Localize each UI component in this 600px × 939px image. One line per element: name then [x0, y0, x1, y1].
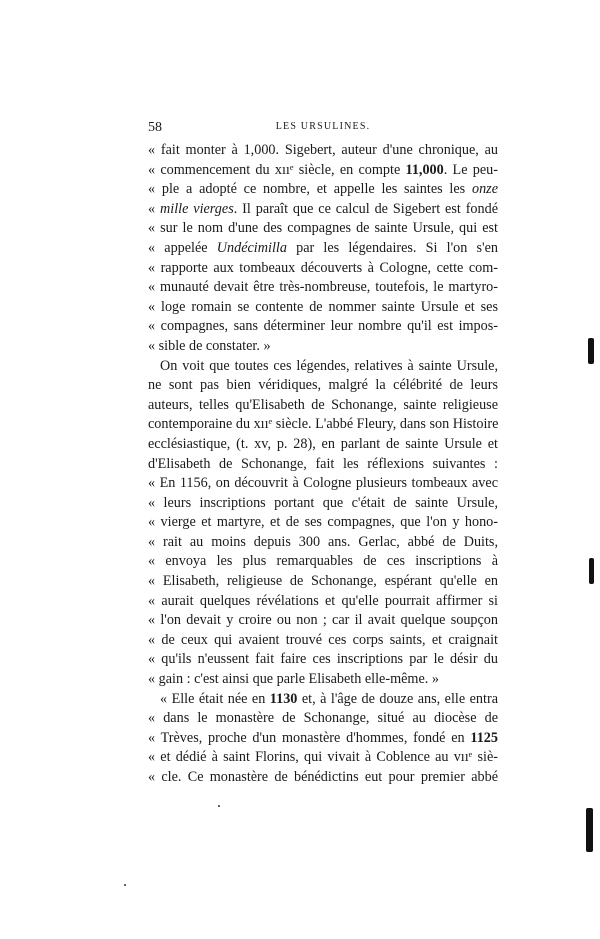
text-line	[148, 552, 498, 572]
text-line	[148, 474, 498, 494]
text-run: « commencement du xııᵉ siècle, en compte	[148, 161, 406, 178]
text-run: . Le peu-	[443, 161, 498, 178]
text-line	[148, 396, 498, 416]
text-line	[148, 239, 498, 259]
text-line	[148, 690, 498, 710]
text-line	[148, 670, 498, 690]
text-run: « sur le nom d'une des compagnes de sainte Ursule, qui est	[148, 220, 498, 237]
text-line	[148, 317, 498, 337]
italic-run: Undécimilla	[216, 239, 287, 256]
text-run: « qu'ils n'eussent fait faire ces inscriptions par le désir du	[148, 651, 498, 668]
text-run: d'Elisabeth de Schonange, fait les réflexions suivantes :	[148, 455, 498, 472]
text-run: « rait au moins depuis 300 ans. Gerlac, abbé de Duits,	[148, 533, 498, 550]
text-run: ecclésiastique, (t. xv, p. 28), en parlant de sainte Ursule et	[148, 435, 498, 452]
text-run: On voit que toutes ces légendes, relatives à sainte Ursule,	[160, 357, 498, 374]
margin-mark	[586, 808, 593, 852]
text-run: « loge romain se contente de nommer sainte Ursule et ses	[148, 298, 498, 315]
text-line	[148, 533, 498, 553]
margin-mark	[588, 338, 594, 364]
text-run: « Trèves, proche d'un monastère d'hommes, fondé en	[148, 729, 471, 746]
text-run: contemporaine du xııᵉ siècle. L'abbé Fleury, dans son Histoire	[148, 416, 499, 433]
text-run: « et dédié à saint Florins, qui vivait à Coblence au vııᵉ siè-	[148, 749, 498, 766]
italic-run: onze	[471, 181, 498, 198]
margin-mark	[589, 558, 594, 584]
text-line	[148, 337, 498, 357]
page-number: 58	[148, 120, 162, 135]
body-text	[148, 141, 498, 788]
text-run: «	[148, 200, 160, 217]
text-line	[148, 748, 498, 768]
text-run: « l'on devait y croire ou non ; car il avait quelque soupçon	[148, 612, 498, 629]
text-line	[148, 435, 498, 455]
text-run: « aurait quelques révélations et qu'elle pourrait affirmer si	[148, 592, 498, 609]
text-line	[148, 455, 498, 475]
text-run: par les légendaires. Si l'on s'en	[286, 239, 498, 256]
text-line	[148, 200, 498, 220]
text-run: « de ceux qui avaient trouvé ces corps saints, et craignait	[148, 631, 498, 648]
bold-run: 1130	[269, 690, 298, 707]
scan-speck	[218, 805, 220, 807]
text-run: « dans le monastère de Schonange, situé au diocèse de	[148, 710, 498, 727]
italic-run: mille vierges	[160, 200, 234, 217]
text-run: « sible de constater. »	[148, 337, 271, 354]
page-header	[148, 120, 498, 138]
text-line	[148, 180, 498, 200]
text-run: « munauté devait être très-nombreuse, toutefois, le martyro-	[148, 279, 498, 296]
text-run: « rapporte aux tombeaux découverts à Cologne, cette com-	[148, 259, 498, 276]
text-line	[148, 709, 498, 729]
text-run: « envoya les plus remarquables de ces inscriptions à	[148, 553, 498, 570]
scan-speck	[124, 884, 126, 886]
text-line	[148, 161, 498, 181]
text-run: « leurs inscriptions portant que c'était de sainte Ursule,	[148, 494, 498, 511]
text-line	[148, 415, 498, 435]
text-line	[148, 278, 498, 298]
running-title: LES URSULINES.	[275, 121, 371, 132]
text-run: « gain : c'est ainsi que parle Elisabeth elle-même. »	[148, 671, 439, 688]
text-run: « Elle était née en	[160, 690, 270, 707]
text-line	[148, 631, 498, 651]
text-line	[148, 298, 498, 318]
text-line	[148, 357, 498, 377]
text-line	[148, 611, 498, 631]
bold-run: 11,000	[405, 161, 444, 178]
text-run: « vierge et martyre, et de ses compagnes, que l'on y hono-	[148, 514, 498, 531]
text-run: « compagnes, sans déterminer leur nombre qu'il est impos-	[148, 318, 498, 335]
text-run: . Il paraît que ce calcul de Sigebert est fondé	[233, 200, 499, 217]
text-run: et, à l'âge de douze ans, elle entra	[297, 690, 498, 707]
bold-run: 1125	[470, 729, 498, 746]
text-run: ne sont pas bien véridiques, malgré la célébrité de leurs	[148, 377, 498, 394]
text-line	[148, 494, 498, 514]
text-line	[148, 259, 498, 279]
text-run: auteurs, telles qu'Elisabeth de Schonange, sainte religieuse	[148, 396, 498, 413]
text-run: « cle. Ce monastère de bénédictins eut pour premier abbé	[148, 769, 498, 785]
text-line	[148, 768, 498, 788]
text-line	[148, 513, 498, 533]
text-line	[148, 219, 498, 239]
text-line	[148, 729, 498, 749]
text-run: « ple a adopté ce nombre, et appelle les saintes les	[148, 181, 472, 198]
text-line	[148, 376, 498, 396]
text-run: « fait monter à 1,000. Sigebert, auteur d'une chronique, au	[148, 142, 498, 158]
text-run: « appelée	[148, 239, 217, 256]
text-run: « En 1156, on découvrit à Cologne plusieurs tombeaux avec	[148, 475, 498, 492]
text-line	[148, 592, 498, 612]
text-line	[148, 572, 498, 592]
text-line	[148, 141, 498, 161]
text-run: « Elisabeth, religieuse de Schonange, espérant qu'elle en	[148, 573, 498, 590]
text-line	[148, 650, 498, 670]
